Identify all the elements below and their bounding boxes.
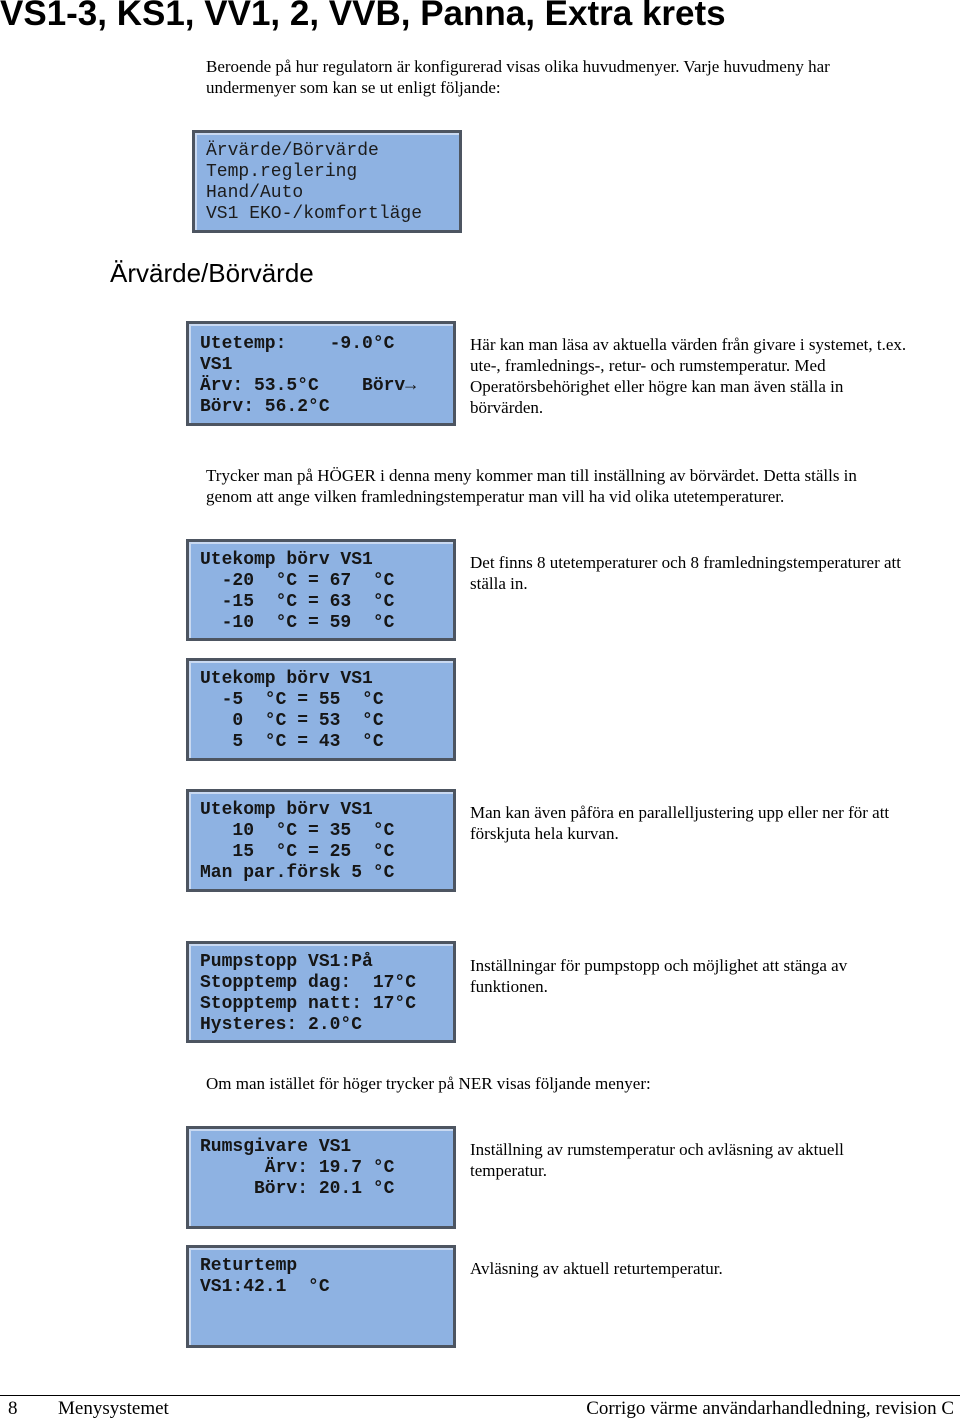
utekomp-description xyxy=(470,552,901,594)
display-line: -15 °C = 63 °C xyxy=(200,592,395,612)
display-line: Stopptemp natt: 17°C xyxy=(200,994,417,1014)
display-line: Ärv: 19.7 °C xyxy=(200,1158,395,1178)
intro-line: undermenyer som kan se ut enligt följande: xyxy=(206,78,501,97)
description-line: ställa in. xyxy=(470,574,528,593)
description-line: Det finns 8 utetemperaturer och 8 framledningstemperaturer att xyxy=(470,553,901,572)
menu-item-arvarde: Ärvärde/Börvärde xyxy=(206,141,379,161)
pumpstopp-description xyxy=(470,955,847,997)
display-line: Utekomp börv VS1 xyxy=(200,800,373,820)
ner-paragraph xyxy=(206,1073,651,1094)
footer-manual-title: Corrigo värme användarhandledning, revision C xyxy=(586,1398,954,1419)
display-line: Utekomp börv VS1 xyxy=(200,550,373,570)
hoger-paragraph xyxy=(206,465,857,507)
description-line: ute-, framlednings-, retur- och rumstemperatur. Med xyxy=(470,356,826,375)
arvarde-display xyxy=(186,321,456,426)
description-line: Inställningar för pumpstopp och möjlighet att stänga av xyxy=(470,956,848,975)
footer-divider xyxy=(0,1395,960,1396)
utekomp-display-1 xyxy=(186,539,456,641)
display-line: Hysteres: 2.0°C xyxy=(200,1015,363,1035)
display-line: 10 °C = 35 °C xyxy=(200,821,395,841)
display-line: Börv: 20.1 °C xyxy=(200,1179,395,1199)
display-line: Stopptemp dag: 17°C xyxy=(200,973,417,993)
paragraph-line: genom att ange vilken framledningstemperatur man vill ha vid olika utetemperaturer. xyxy=(206,487,785,506)
main-menu-display xyxy=(192,130,462,233)
page-title: VS1-3, KS1, VV1, 2, VVB, Panna, Extra krets xyxy=(0,0,726,33)
display-line: -10 °C = 59 °C xyxy=(200,613,395,633)
display-line: 0 °C = 53 °C xyxy=(200,711,384,731)
description-line: Man kan även påföra en parallelljustering upp eller ner för att xyxy=(470,803,890,822)
display-line: Man par.försk 5 °C xyxy=(200,863,395,883)
display-line: -20 °C = 67 °C xyxy=(200,571,395,591)
display-line: VS1 xyxy=(200,355,233,375)
description-line: Inställning av rumstemperatur och avläsning av aktuell xyxy=(470,1140,844,1159)
display-line: Pumpstopp VS1:På xyxy=(200,952,373,972)
menu-item-hand-auto: Hand/Auto xyxy=(206,183,304,203)
display-line: -5 °C = 55 °C xyxy=(200,690,384,710)
utekomp-display-3 xyxy=(186,789,456,892)
description-line: börvärden. xyxy=(470,398,544,417)
description-line: funktionen. xyxy=(470,977,548,996)
display-line: Rumsgivare VS1 xyxy=(200,1137,352,1157)
display-line: Utetemp: -9.0°C xyxy=(200,334,395,354)
display-line: Börv: 56.2°C xyxy=(200,397,330,417)
section-heading: Ärvärde/Börvärde xyxy=(110,258,314,288)
paragraph-line: Om man istället för höger trycker på NER visas följande menyer: xyxy=(206,1074,651,1093)
display-line: VS1:42.1 °C xyxy=(200,1277,330,1297)
intro-line: Beroende på hur regulatorn är konfigurerad visas olika huvudmenyer. Varje huvudmeny har xyxy=(206,57,830,76)
rumsgivare-display xyxy=(186,1126,456,1229)
display-line: Returtemp xyxy=(200,1256,298,1276)
footer-page-number: 8 xyxy=(8,1398,18,1419)
description-line: Operatörsbehörighet eller högre kan man även ställa in xyxy=(470,377,844,396)
display-line: 15 °C = 25 °C xyxy=(200,842,395,862)
description-line: förskjuta hela kurvan. xyxy=(470,824,619,843)
arvarde-description xyxy=(470,334,906,418)
footer-section: Menysystemet xyxy=(58,1398,169,1419)
returtemp-description xyxy=(470,1258,723,1279)
display-line: 5 °C = 43 °C xyxy=(200,732,384,752)
returtemp-display xyxy=(186,1245,456,1348)
utekomp-display-2 xyxy=(186,658,456,761)
description-line: Här kan man läsa av aktuella värden från givare i systemet, t.ex. xyxy=(470,335,907,354)
rumsgivare-description xyxy=(470,1139,844,1181)
menu-item-eko-komfort: VS1 EKO-/komfortläge xyxy=(206,204,423,224)
description-line: temperatur. xyxy=(470,1161,547,1180)
pumpstopp-display xyxy=(186,941,456,1043)
description-line: Avläsning av aktuell returtemperatur. xyxy=(470,1259,723,1278)
parallel-description xyxy=(470,802,889,844)
menu-item-temp-reglering: Temp.reglering xyxy=(206,162,358,182)
display-line: Utekomp börv VS1 xyxy=(200,669,373,689)
intro-paragraph xyxy=(206,56,830,98)
display-line: Ärv: 53.5°C Börv→ xyxy=(200,376,417,396)
paragraph-line: Trycker man på HÖGER i denna meny kommer man till inställning av börvärdet. Detta ställs in xyxy=(206,466,857,485)
